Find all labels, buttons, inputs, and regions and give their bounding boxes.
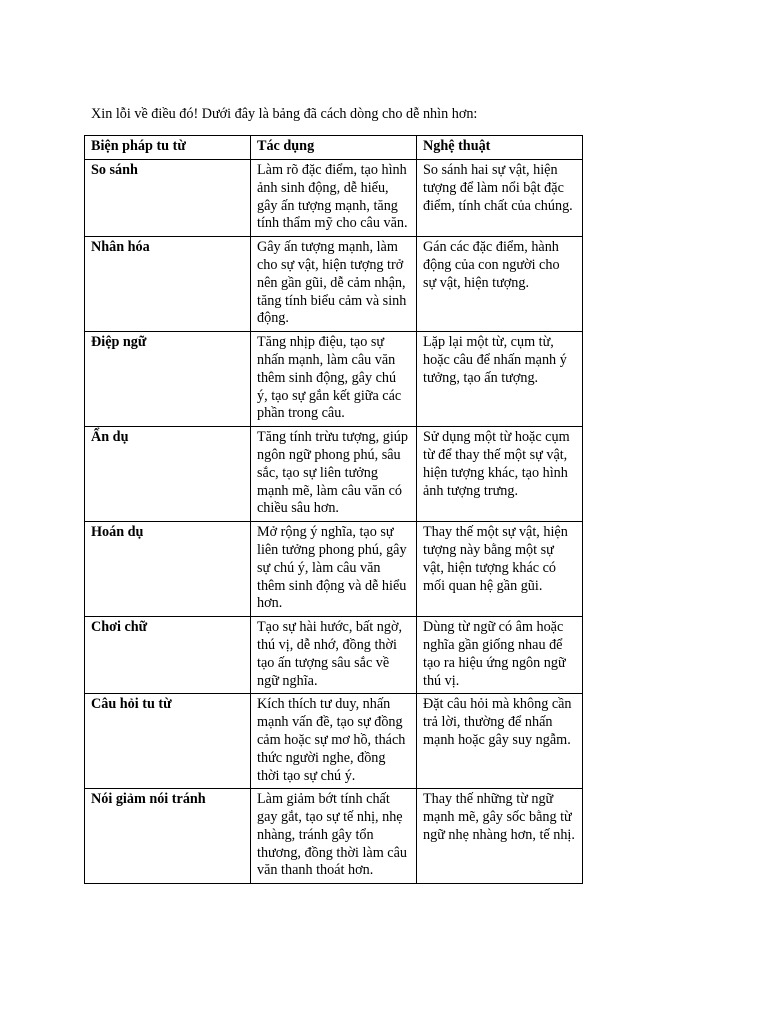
term-cell: Ẩn dụ (85, 427, 251, 522)
table-row (85, 694, 583, 789)
effect-cell: Tăng nhịp điệu, tạo sự nhấn mạnh, làm câu văn thêm sinh động, gây chú ý, tạo sự gắn kết giữa các phần trong câu. (251, 332, 417, 427)
term-cell: Chơi chữ (85, 617, 251, 694)
header-art: Nghệ thuật (417, 136, 583, 160)
effect-cell: Tạo sự hài hước, bất ngờ, thú vị, dễ nhớ, đồng thời tạo ấn tượng sâu sắc về ngữ nghĩa. (251, 617, 417, 694)
table-row (85, 789, 583, 884)
rhetoric-table (84, 135, 583, 884)
effect-cell: Gây ấn tượng mạnh, làm cho sự vật, hiện tượng trở nên gần gũi, dễ cảm nhận, tăng tính biểu cảm và sinh động. (251, 237, 417, 332)
art-cell: Lặp lại một từ, cụm từ, hoặc câu để nhấn mạnh ý tưởng, tạo ấn tượng. (417, 332, 583, 427)
art-cell: Dùng từ ngữ có âm hoặc nghĩa gần giống nhau để tạo ra hiệu ứng ngôn ngữ thú vị. (417, 617, 583, 694)
table-row (85, 427, 583, 522)
effect-cell: Làm giảm bớt tính chất gay gắt, tạo sự tế nhị, nhẹ nhàng, tránh gây tổn thương, đồng thời làm câu văn thanh thoát hơn. (251, 789, 417, 884)
effect-cell: Kích thích tư duy, nhấn mạnh vấn đề, tạo sự đồng cảm hoặc sự mơ hồ, thách thức người nghe, đồng thời tạo sự chú ý. (251, 694, 417, 789)
art-cell: Thay thế những từ ngữ mạnh mẽ, gây sốc bằng từ ngữ nhẹ nhàng hơn, tế nhị. (417, 789, 583, 884)
art-cell: Thay thế một sự vật, hiện tượng này bằng một sự vật, hiện tượng khác có mối quan hệ gần gũi. (417, 522, 583, 617)
table-header-row (85, 136, 583, 160)
table-row (85, 522, 583, 617)
term-cell: Nói giảm nói tránh (85, 789, 251, 884)
effect-cell: Làm rõ đặc điểm, tạo hình ảnh sinh động, dễ hiểu, gây ấn tượng mạnh, tăng tính thẩm mỹ cho câu văn. (251, 160, 417, 237)
header-effect: Tác dụng (251, 136, 417, 160)
table-row (85, 160, 583, 237)
term-cell: Câu hỏi tu từ (85, 694, 251, 789)
effect-cell: Tăng tính trừu tượng, giúp ngôn ngữ phong phú, sâu sắc, tạo sự liên tưởng mạnh mẽ, làm câu văn có chiều sâu hơn. (251, 427, 417, 522)
header-rhetoric-device: Biện pháp tu từ (85, 136, 251, 160)
art-cell: Đặt câu hỏi mà không cần trả lời, thường để nhấn mạnh hoặc gây suy ngẫm. (417, 694, 583, 789)
term-cell: So sánh (85, 160, 251, 237)
term-cell: Điệp ngữ (85, 332, 251, 427)
table-row (85, 237, 583, 332)
table-row (85, 332, 583, 427)
art-cell: Gán các đặc điểm, hành động của con người cho sự vật, hiện tượng. (417, 237, 583, 332)
term-cell: Hoán dụ (85, 522, 251, 617)
art-cell: So sánh hai sự vật, hiện tượng để làm nổi bật đặc điểm, tính chất của chúng. (417, 160, 583, 237)
intro-text: Xin lỗi về điều đó! Dưới đây là bảng đã cách dòng cho dễ nhìn hơn: (91, 106, 478, 122)
term-cell: Nhân hóa (85, 237, 251, 332)
art-cell: Sử dụng một từ hoặc cụm từ để thay thế một sự vật, hiện tượng khác, tạo hình ảnh tượng trưng. (417, 427, 583, 522)
effect-cell: Mở rộng ý nghĩa, tạo sự liên tưởng phong phú, gây sự chú ý, làm câu văn thêm sinh động và dễ hiểu hơn. (251, 522, 417, 617)
table-row (85, 617, 583, 694)
